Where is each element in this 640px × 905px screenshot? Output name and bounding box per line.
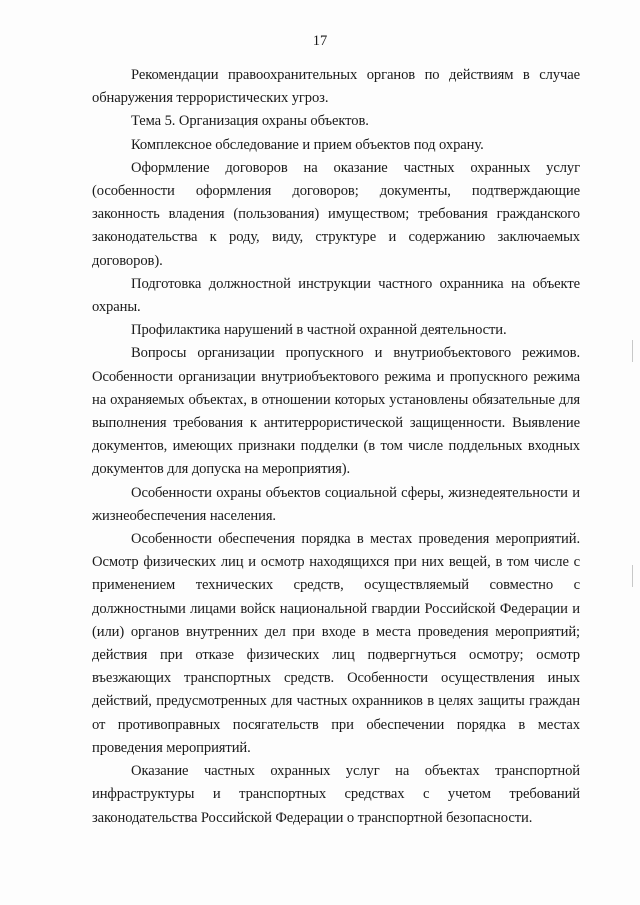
paragraph-recommendations: Рекомендации правоохранительных органов по действиям в случае обнаружения террористических угроз. xyxy=(92,67,580,107)
paragraph-prevention: Профилактика нарушений в частной охранной деятельности. xyxy=(131,322,507,339)
paragraph-survey: Комплексное обследование и прием объектов под охрану. xyxy=(131,136,484,153)
paragraph-social-objects: Особенности охраны объектов социальной сферы, жизнедеятельности и жизнеобеспечения населения. xyxy=(92,484,580,524)
document-body xyxy=(92,64,580,830)
paragraph-events-order: Особенности обеспечения порядка в местах проведения мероприятий. Осмотр физических лиц и осмотр находящихся при них вещей, в том числе с применением технических средств, осуществляемый совместно с должностными лицами войск национальной гвардии Российской Федерации и (или) органов внутренних дел при входе в места проведения мероприятий; действия при отказе физических лиц подвергнуться осмотру; осмотр въезжающих транспортных средств. Особенности осуществления иных действий, предусмотренных для частных охранников в целях защиты граждан от противоправных посягательств при обеспечении порядка в местах проведения мероприятий. xyxy=(92,531,580,756)
paragraph-transport: Оказание частных охранных услуг на объектах транспортной инфраструктуры и транспортных средствах с учетом требований законодательства Российской Федерации о транспортной безопасности. xyxy=(92,763,580,826)
scan-edge-mark xyxy=(632,340,633,362)
paragraph-instruction: Подготовка должностной инструкции частного охранника на объекте охраны. xyxy=(92,275,580,316)
paragraph-contracts: Оформление договоров на оказание частных охранных услуг (особенности оформления договоров; документы, подтверждающие законность владения (пользования) имуществом; требования гражданского законодательства к роду, виду, структуре и содержанию заключаемых договоров). xyxy=(92,159,580,269)
scan-edge-mark xyxy=(632,565,633,587)
paragraph-access-regimes: Вопросы организации пропускного и внутриобъектового режимов. Особенности организации внутриобъектового режима и пропускного режима на охраняемых объектах, в отношении которых установлены обязательные для выполнения требования к антитеррористической защищенности. Выявление документов, имеющих признаки подделки (в том числе поддельных входных документов для допуска на мероприятия). xyxy=(92,345,580,478)
page-number: 17 xyxy=(312,33,328,49)
paragraph-topic-title: Тема 5. Организация охраны объектов. xyxy=(131,113,369,130)
